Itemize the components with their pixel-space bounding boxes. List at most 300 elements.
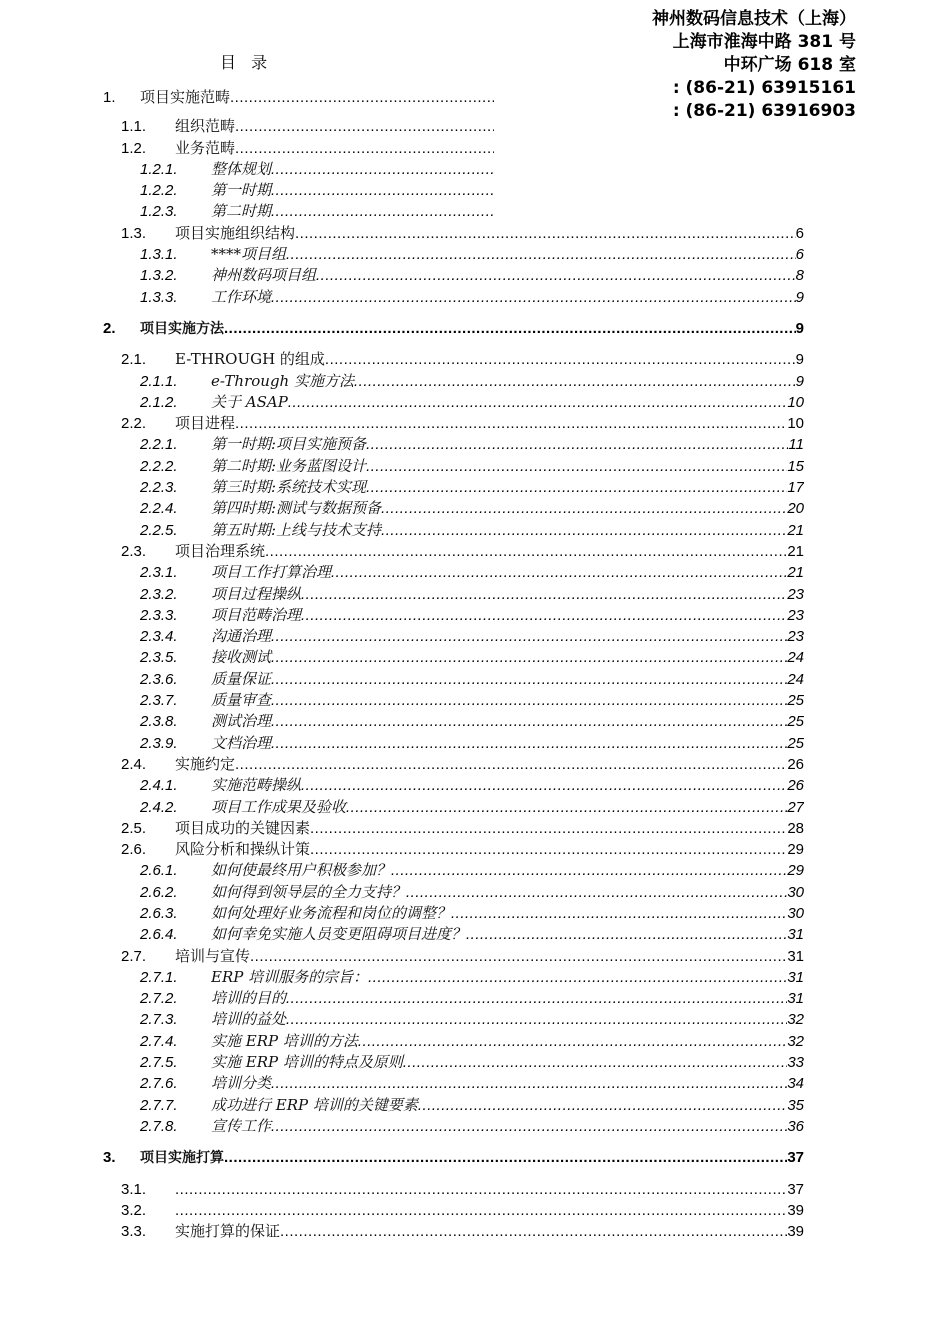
- toc-leader-dots: [235, 413, 787, 434]
- toc-entry-number: 1.2.: [121, 139, 147, 157]
- toc-entry-title: 如何幸免实施人员变更阻碍项目进度？: [211, 925, 467, 944]
- toc-entry-body: [211, 180, 494, 201]
- toc-entry-page: 24: [787, 670, 804, 688]
- toc-entry-body: [211, 1031, 804, 1052]
- toc-entry[interactable]: [0, 733, 950, 754]
- toc-entry-title: 项目实施范畴: [140, 88, 231, 106]
- toc-entry-body: [211, 797, 804, 818]
- toc-entry[interactable]: [0, 711, 950, 732]
- toc-entry-number: 2.7.4.: [140, 1032, 178, 1050]
- toc-entry-body: [211, 647, 804, 668]
- toc-entry[interactable]: [0, 1200, 950, 1221]
- toc-entry-title: 项目过程操纵: [211, 584, 302, 603]
- toc-leader-dots: [230, 87, 494, 108]
- toc-entry-title: 工作环境: [211, 287, 272, 306]
- toc-entry-page: 31: [787, 990, 804, 1008]
- toc-entry[interactable]: [0, 754, 950, 775]
- toc-entry-number: 3.2.: [121, 1201, 147, 1219]
- toc-leader-dots: [271, 690, 787, 711]
- toc-entry-number: 2.3.1.: [140, 564, 178, 582]
- toc-entry-page: 27: [787, 798, 804, 816]
- phone-number: : (86-21) 63915161: [672, 78, 856, 98]
- toc-entry-number: 2.2.5.: [140, 521, 178, 539]
- toc-entry-page: 10: [787, 415, 804, 433]
- toc-entry-number: 1.2.2.: [140, 182, 178, 200]
- toc-entry-number: 1.3.: [121, 224, 147, 242]
- toc-leader-dots: [286, 1009, 787, 1030]
- toc-entry-title: 如何得到领导层的全力支持？: [211, 882, 407, 901]
- toc-leader-dots: [175, 1200, 787, 1221]
- toc-entry-number: 2.3.7.: [140, 692, 178, 710]
- toc-entry-body: [211, 669, 804, 690]
- toc-entry-title: 整体规划: [211, 159, 272, 178]
- street-address: 上海市淮海中路 381 号: [672, 32, 856, 52]
- toc-entry[interactable]: [0, 1116, 950, 1137]
- toc-entry-number: 2.7.8.: [140, 1117, 178, 1135]
- toc-entry-body: [211, 860, 804, 881]
- toc-entry-title: ****项目组: [211, 245, 287, 264]
- toc-entry-title: e-Through 实施方法: [211, 371, 354, 390]
- toc-entry-body: [211, 1095, 804, 1116]
- toc-entry-title: 第一时期:项目实施预备: [211, 435, 367, 454]
- toc-entry-number: 1.3.2.: [140, 267, 178, 285]
- toc-entry[interactable]: [0, 1073, 950, 1094]
- toc-entry-body: [211, 1009, 804, 1030]
- toc-entry-title: 第二时期: [211, 202, 272, 221]
- toc-entry-page: 9: [795, 319, 804, 337]
- toc-entry[interactable]: [0, 839, 950, 860]
- toc-leader-dots: [271, 626, 787, 647]
- toc-entry-number: 2.6.2.: [140, 883, 178, 901]
- toc-entry[interactable]: [0, 223, 950, 244]
- toc-leader-dots: [235, 116, 494, 137]
- toc-entry[interactable]: [0, 287, 950, 308]
- toc-leader-dots: [346, 797, 787, 818]
- toc-entry-body: [140, 1147, 804, 1169]
- toc-entry-body: [211, 498, 804, 519]
- toc-leader-dots: [235, 754, 787, 775]
- toc-entry-body: [211, 287, 804, 308]
- toc-leader-dots: [310, 839, 787, 860]
- toc-entry[interactable]: [0, 116, 950, 137]
- toc-entry-number: 2.2.3.: [140, 479, 178, 497]
- toc-entry-page: 33: [787, 1054, 804, 1072]
- toc-entry-number: 2.3.4.: [140, 628, 178, 646]
- toc-leader-dots: [271, 1073, 787, 1094]
- toc-entry-number: 2.7.5.: [140, 1054, 178, 1072]
- toc-entry-page: 8: [795, 267, 804, 285]
- toc-entry-body: [211, 882, 804, 903]
- toc-entry-number: 2.7.: [121, 947, 147, 965]
- toc-entry-body: [175, 818, 804, 839]
- toc-leader-dots: [366, 434, 788, 455]
- toc-entry[interactable]: [0, 349, 950, 370]
- toc-spacer: [0, 1137, 950, 1147]
- toc-entry-body: [211, 434, 804, 455]
- toc-leader-dots: [451, 903, 787, 924]
- toc-entry-page: 24: [787, 649, 804, 667]
- toc-entry-body: [211, 967, 804, 988]
- toc-entry-number: 2.2.4.: [140, 500, 178, 518]
- toc-entry-number: 2.2.1.: [140, 436, 178, 454]
- toc-entry-title: 实施 ERP 培训的特点及原则: [211, 1053, 403, 1072]
- toc-entry-page: 15: [787, 457, 804, 475]
- toc-entry-page: 21: [787, 521, 804, 539]
- toc-entry-page: 29: [787, 862, 804, 880]
- toc-entry-title: 培训的益处: [211, 1010, 287, 1029]
- toc-entry-page: 26: [787, 755, 804, 773]
- toc-entry-body: [175, 138, 494, 159]
- toc-entry[interactable]: [0, 498, 950, 519]
- toc-leader-dots: [391, 860, 787, 881]
- toc-entry-title: 如何使最终用户积极参加？: [211, 861, 392, 880]
- toc-entry-page: 20: [787, 500, 804, 518]
- toc-entry[interactable]: [0, 584, 950, 605]
- toc-leader-dots: [271, 733, 787, 754]
- toc-entry[interactable]: [0, 1221, 950, 1242]
- toc-leader-dots: [418, 1095, 787, 1116]
- toc-entry-title: 第一时期: [211, 181, 272, 200]
- toc-entry-body: [175, 946, 804, 967]
- toc-leader-dots: [331, 562, 787, 583]
- toc-entry-page: 6: [795, 246, 804, 264]
- toc-leader-dots: [265, 541, 787, 562]
- toc-entry-title: 第二时期:业务蓝图设计: [211, 456, 367, 475]
- toc-entry-body: [211, 605, 804, 626]
- toc-entry-body: [211, 1116, 804, 1137]
- toc-entry-body: [175, 116, 494, 137]
- toc-entry-body: [211, 520, 804, 541]
- toc-leader-dots: [358, 1031, 787, 1052]
- toc-entry[interactable]: [0, 924, 950, 945]
- toc-entry-title: 测试治理: [211, 712, 272, 731]
- toc-entry-title: E-THROUGH 的组成: [175, 350, 325, 369]
- toc-entry-title: 项目实施方法: [140, 320, 224, 337]
- toc-entry-title: 培训分类: [211, 1074, 272, 1093]
- toc-entry-page: 6: [795, 224, 804, 242]
- toc-entry-number: 2.4.: [121, 755, 147, 773]
- toc-entry[interactable]: [0, 882, 950, 903]
- toc-entry-title: 实施约定: [175, 754, 236, 773]
- toc-entry-page: 37: [787, 1180, 804, 1198]
- toc-entry[interactable]: [0, 690, 950, 711]
- toc-entry[interactable]: [0, 318, 950, 339]
- toc-entry[interactable]: [0, 180, 950, 201]
- toc-entry-body: [211, 456, 804, 477]
- toc-leader-dots: [271, 669, 787, 690]
- toc-entry-title: 项目工作成果及验收: [211, 797, 347, 816]
- toc-entry-body: [211, 1052, 804, 1073]
- toc-entry-body: [211, 584, 804, 605]
- toc-entry-number: 2.3.3.: [140, 606, 178, 624]
- toc-entry-number: 2.1.1.: [140, 372, 178, 390]
- toc-entry-number: 2.4.1.: [140, 777, 178, 795]
- toc-entry[interactable]: [0, 797, 950, 818]
- toc-entry-title: 项目成功的关键因素: [175, 818, 311, 837]
- toc-title: 目 录: [220, 53, 273, 72]
- toc-entry-page: 37: [787, 1149, 804, 1167]
- toc-leader-dots: [316, 265, 796, 286]
- toc-entry-number: 1.2.1.: [140, 160, 178, 178]
- toc-entry[interactable]: [0, 967, 950, 988]
- toc-leader-dots: [381, 520, 787, 541]
- toc-entry-number: 2.7.3.: [140, 1011, 178, 1029]
- toc-entry[interactable]: [0, 860, 950, 881]
- toc-entry[interactable]: [0, 541, 950, 562]
- toc-entry-title: 质量审查: [211, 691, 272, 710]
- toc-entry-body: [211, 562, 804, 583]
- toc-entry-number: 2.7.2.: [140, 990, 178, 1008]
- toc-entry-page: 32: [787, 1011, 804, 1029]
- toc-entry-number: 2.7.6.: [140, 1075, 178, 1093]
- toc-entry[interactable]: [0, 946, 950, 967]
- toc-entry-number: 2.6.: [121, 841, 147, 859]
- toc-entry-body: [211, 265, 804, 286]
- toc-entry[interactable]: [0, 265, 950, 286]
- toc-leader-dots: [271, 180, 494, 201]
- toc-entry-number: 1.: [103, 89, 116, 106]
- toc-entry-body: [175, 349, 804, 370]
- fax-number: : (86-21) 63916903: [672, 101, 856, 121]
- toc-entry-body: [211, 1073, 804, 1094]
- toc-leader-dots: [224, 318, 796, 339]
- toc-entry-page: 39: [787, 1201, 804, 1219]
- toc-entry-title: 质量保证: [211, 669, 272, 688]
- toc-entry[interactable]: [0, 1052, 950, 1073]
- toc-leader-dots: [271, 1116, 787, 1137]
- toc-entry-number: 2.7.7.: [140, 1096, 178, 1114]
- toc-entry-number: 2.6.3.: [140, 904, 178, 922]
- toc-entry-page: 34: [787, 1075, 804, 1093]
- toc-leader-dots: [466, 924, 787, 945]
- toc-entry[interactable]: [0, 1031, 950, 1052]
- toc-entry-page: 10: [787, 393, 804, 411]
- toc-entry-title: 实施 ERP 培训的方法: [211, 1031, 358, 1050]
- toc-entry-page: 23: [787, 628, 804, 646]
- building-room: 中环广场 618 室: [723, 55, 856, 75]
- toc-entry-number: 2.3.8.: [140, 713, 178, 731]
- toc-entry-number: 2.4.2.: [140, 798, 178, 816]
- toc-entry-page: 30: [787, 904, 804, 922]
- toc-spacer: [0, 339, 950, 349]
- toc-leader-dots: [354, 371, 796, 392]
- toc-entry-body: [211, 988, 804, 1009]
- toc-entry-title: 神州数码项目组: [211, 266, 317, 285]
- toc-entry-page: 23: [787, 606, 804, 624]
- toc-entry-title: 宣传工作: [211, 1116, 272, 1135]
- toc-entry-body: [175, 1179, 804, 1200]
- toc-entry[interactable]: [0, 562, 950, 583]
- toc-entry-page: 32: [787, 1032, 804, 1050]
- toc-leader-dots: [406, 882, 787, 903]
- toc-leader-dots: [235, 138, 494, 159]
- toc-entry[interactable]: [0, 818, 950, 839]
- toc-entry-body: [211, 626, 804, 647]
- toc-entry-body: [211, 924, 804, 945]
- toc-entry-title: ERP 培训服务的宗旨：: [211, 967, 369, 986]
- toc-entry[interactable]: [0, 775, 950, 796]
- toc-entry-page: 25: [787, 734, 804, 752]
- toc-entry-number: 2.2.: [121, 415, 147, 433]
- toc-entry[interactable]: [0, 647, 950, 668]
- toc-entry-number: 2.5.: [121, 819, 147, 837]
- toc-entry-number: 2.3.: [121, 542, 147, 560]
- toc-entry-page: 25: [787, 713, 804, 731]
- toc-entry[interactable]: [0, 392, 950, 413]
- toc-entry-body: [211, 201, 494, 222]
- toc-entry-body: [140, 318, 804, 340]
- toc-entry-page: 31: [787, 947, 804, 965]
- toc-entry-page: 28: [787, 819, 804, 837]
- toc-entry-title: 接收测试: [211, 648, 272, 667]
- toc-entry[interactable]: [0, 903, 950, 924]
- toc-entry-title: 项目进程: [175, 414, 236, 433]
- toc-entry-page: 9: [795, 288, 804, 306]
- toc-entry[interactable]: [0, 456, 950, 477]
- toc-entry-page: 30: [787, 883, 804, 901]
- toc-entry-number: 1.2.3.: [140, 203, 178, 221]
- toc-entry-title: 第三时期:系统技术实现: [211, 478, 367, 497]
- toc-leader-dots: [271, 711, 787, 732]
- toc-leader-dots: [286, 988, 787, 1009]
- toc-entry-body: [211, 392, 804, 413]
- toc-leader-dots: [175, 1179, 787, 1200]
- toc-leader-dots: [403, 1052, 787, 1073]
- toc-entry-page: 21: [787, 542, 804, 560]
- toc-entry-body: [175, 413, 804, 434]
- toc-entry[interactable]: [0, 1009, 950, 1030]
- toc-entry[interactable]: [0, 413, 950, 434]
- toc-entry-page: 36: [787, 1117, 804, 1135]
- toc-entry-title: 实施打算的保证: [175, 1222, 281, 1241]
- toc-entry-body: [175, 754, 804, 775]
- toc-entry-number: 2.1.: [121, 351, 147, 369]
- toc-leader-dots: [288, 392, 788, 413]
- toc-entry-page: 39: [787, 1223, 804, 1241]
- toc-entry-title: 如何处理好业务流程和岗位的调整？: [211, 903, 452, 922]
- toc-entry-title: 第五时期:上线与技术支持: [211, 520, 382, 539]
- toc-entry-page: 9: [795, 372, 804, 390]
- toc-spacer: [0, 1169, 950, 1179]
- toc-entry-number: 3.: [103, 1149, 116, 1167]
- toc-entry-title: 项目范畴治理: [211, 605, 302, 624]
- toc-entry[interactable]: [0, 159, 950, 180]
- toc-entry[interactable]: [0, 605, 950, 626]
- toc-leader-dots: [224, 1147, 787, 1168]
- toc-entry[interactable]: [0, 434, 950, 455]
- toc-entry-body: [211, 244, 804, 265]
- toc-entry[interactable]: [0, 477, 950, 498]
- toc-entry-title: 风险分析和操纵计策: [175, 840, 311, 859]
- toc-leader-dots: [286, 244, 796, 265]
- toc-entry-page: 11: [788, 436, 804, 454]
- toc-entry-number: 3.3.: [121, 1223, 147, 1241]
- toc-leader-dots: [368, 967, 787, 988]
- toc-entry-body: [211, 775, 804, 796]
- company-name: 神州数码信息技术（上海）: [652, 9, 856, 29]
- toc-entry[interactable]: [0, 371, 950, 392]
- toc-entry-page: 29: [787, 841, 804, 859]
- toc-leader-dots: [325, 349, 796, 370]
- toc-leader-dots: [271, 287, 796, 308]
- toc-entry-title: 沟通治理: [211, 627, 272, 646]
- toc-entry-body: [211, 159, 494, 180]
- toc-entry-body: [211, 711, 804, 732]
- toc-entry-title: 培训的目的: [211, 989, 287, 1008]
- toc-entry-title: 培训与宣传: [175, 946, 251, 965]
- toc-entry-body: [175, 1221, 804, 1242]
- toc-entry[interactable]: [0, 988, 950, 1009]
- toc-entry-title: 业务范畴: [175, 138, 236, 157]
- toc-entry[interactable]: [0, 201, 950, 222]
- toc-entry-page: 35: [787, 1096, 804, 1114]
- toc-leader-dots: [366, 456, 787, 477]
- toc-leader-dots: [271, 647, 787, 668]
- toc-entry-title: 文档治理: [211, 733, 272, 752]
- toc-leader-dots: [295, 223, 796, 244]
- toc-entry-number: 2.3.5.: [140, 649, 178, 667]
- toc-entry-body: [211, 477, 804, 498]
- toc-entry-number: 2.3.9.: [140, 734, 178, 752]
- table-of-contents: [0, 87, 950, 1242]
- toc-entry[interactable]: [0, 669, 950, 690]
- toc-entry-body: [175, 223, 804, 244]
- toc-entry-number: 2.: [103, 319, 116, 337]
- toc-entry-body: [211, 690, 804, 711]
- toc-entry-title: 第四时期:测试与数据预备: [211, 499, 382, 518]
- toc-entry-number: 3.1.: [121, 1180, 147, 1198]
- toc-leader-dots: [366, 477, 787, 498]
- toc-entry-title: 组织范畴: [175, 117, 236, 136]
- toc-entry[interactable]: [0, 520, 950, 541]
- toc-entry-page: 26: [787, 777, 804, 795]
- toc-entry-page: 23: [787, 585, 804, 603]
- toc-entry-number: 1.1.: [121, 118, 147, 136]
- toc-entry-title: 项目工作打算治理: [211, 563, 332, 582]
- toc-leader-dots: [310, 818, 787, 839]
- toc-entry[interactable]: [0, 626, 950, 647]
- toc-entry[interactable]: [0, 1095, 950, 1116]
- toc-leader-dots: [301, 775, 787, 796]
- toc-entry-title: 成功进行 ERP 培训的关键要素: [211, 1095, 418, 1114]
- toc-leader-dots: [250, 946, 787, 967]
- toc-entry-title: 项目实施打算: [140, 1150, 224, 1167]
- toc-spacer: [0, 308, 950, 318]
- toc-entry-body: [175, 1200, 804, 1221]
- toc-entry[interactable]: [0, 1179, 950, 1200]
- toc-entry[interactable]: [0, 1147, 950, 1168]
- toc-entry[interactable]: [0, 138, 950, 159]
- toc-entry-number: 2.6.4.: [140, 926, 178, 944]
- toc-entry-number: 2.2.2.: [140, 457, 178, 475]
- toc-entry-title: 关于 ASAP: [211, 392, 288, 411]
- toc-spacer: [0, 108, 950, 116]
- toc-leader-dots: [301, 605, 787, 626]
- toc-entry-number: 1.3.3.: [140, 288, 178, 306]
- toc-entry[interactable]: [0, 87, 950, 108]
- toc-leader-dots: [271, 201, 494, 222]
- toc-entry-title: 项目治理系统: [175, 541, 266, 560]
- toc-entry-title: 实施范畴操纵: [211, 776, 302, 795]
- toc-entry-body: [211, 733, 804, 754]
- toc-entry-body: [175, 541, 804, 562]
- toc-entry-body: [175, 839, 804, 860]
- toc-leader-dots: [381, 498, 787, 519]
- toc-entry-number: 2.6.1.: [140, 862, 178, 880]
- toc-entry[interactable]: [0, 244, 950, 265]
- toc-entry-page: 21: [787, 564, 804, 582]
- toc-entry-number: 2.3.6.: [140, 670, 178, 688]
